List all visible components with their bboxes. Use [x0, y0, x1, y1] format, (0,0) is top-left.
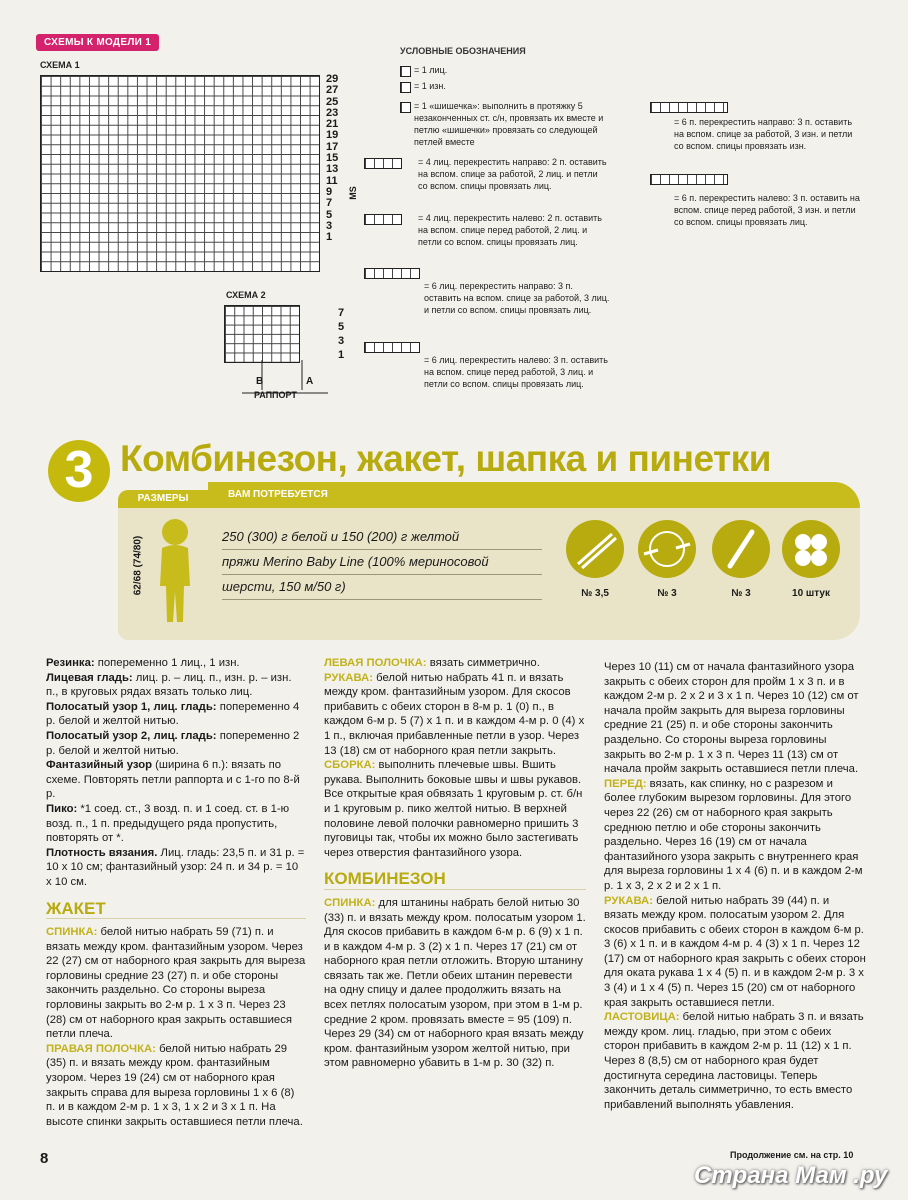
legend-item: = 1 лиц.: [414, 65, 448, 75]
row-number: 25: [326, 95, 339, 108]
scheme2-grid: [224, 305, 300, 363]
watermark: Страна Мам .ру: [694, 1162, 888, 1189]
scheme2-label: СХЕМА 2: [226, 290, 266, 300]
legend-item: = 1 изн.: [414, 81, 446, 91]
row-number: 13: [326, 163, 339, 176]
row-number: 15: [326, 152, 339, 165]
row-number: 21: [326, 118, 339, 131]
scheme2-a-label: A: [306, 376, 314, 387]
legend-item: = 6 п. перекрестить направо: 3 п. оставить на вспом. спице за работой, 3 изн. и петли со вспом. спицы провязать изн.: [674, 117, 853, 151]
section-heading: КОМБИНЕЗОН: [324, 872, 586, 890]
row-number: 23: [326, 106, 339, 119]
row-number: 19: [326, 129, 339, 142]
cable-right-6-purl-icon: [650, 102, 728, 113]
yarn-line: 250 (300) г белой и 150 (200) г желтой: [222, 525, 542, 550]
sizes-value: 62/68 (74/80): [132, 535, 144, 596]
section-pill: СХЕМЫ К МОДЕЛИ 1: [36, 34, 159, 51]
crochet-hook-icon: [712, 520, 770, 578]
row-number: 7: [338, 307, 345, 319]
legend-item: = 4 лиц. перекрестить направо: 2 п. оставить на вспом. спице за работой, 2 лиц. и петли со вспом. спицы провязать лиц.: [418, 157, 607, 191]
row-number: 1: [338, 349, 345, 361]
purl-symbol-icon: [400, 82, 411, 93]
row-number: 3: [338, 335, 345, 347]
sizes-tab: РАЗМЕРЫ: [118, 490, 208, 508]
row-number: 1: [326, 231, 333, 244]
legend-title: УСЛОВНЫЕ ОБОЗНАЧЕНИЯ: [400, 46, 526, 56]
tool-label: № 3: [731, 588, 751, 599]
legend-item: = 1 «шишечка»: выполнить в протяжку 5 незаконченных ст. с/н, провязать их вместе и петлю «шишечки» провязать со следующей петлей вместе: [414, 101, 604, 147]
row-number: 3: [326, 219, 333, 232]
row-number: 5: [326, 208, 333, 221]
yarn-line: шерсти, 150 м/50 г): [222, 575, 542, 600]
legend-item: = 4 лиц. перекрестить налево: 2 п. оставить на вспом. спице перед работой, 2 лиц. и петли со вспом. спицы провязать лиц.: [418, 213, 602, 247]
scheme1-row-numbers: [326, 74, 338, 243]
rapport-label: РАППОРТ: [254, 390, 297, 400]
tool-label: № 3: [657, 588, 677, 599]
text-column-1: Резинка: попеременно 1 лиц., 1 изн. Лицевая гладь: лиц. р. – лиц. п., изн. р. – изн. п., в круговых рядах вязать только лиц. Полосатый узор 1, лиц. гладь: попеременно 4 р. белой и желтой нитью. Полосатый узор 2, лиц. гладь: попеременно 2 р. белой и желтой нитью. Фантазийный узор (ширина 6 п.): вязать по схеме. Повторять петли раппорта и с 1-го по 8-й р. Пико: *1 соед. ст., 3 возд. п. и 1 соед. ст. в 1-ю возд. п., 1 п. предыдущего ряда пропустить, повторять от *. Плотность вязания. Лиц. гладь: 23,5 п. и 31 р. = 10 х 10 см; фантазийный узор: 24 п. и 34 р. = 10 х 10 см. ЖАКЕТ СПИНКА: белой нитью набрать 59 (71) п. и вязать между кром. фантазийным узором. Через 22 (27) см от наборного края закрыть для выреза горловины средние 23 (27) п. и обе стороны закончить раздельно. Со стороны выреза горловины закрыть во 2-м р. 1 х 3 п. Через 23 (28) см от наборного края закрыть оставшиеся петли плеча. ПРАВАЯ ПОЛОЧКА: белой нитью набрать 29 (35) п. и вязать между кром. фантазийным узором. Через 19 (24) см от наборного края закрыть справа для выреза горловины 1 х 6 (8) п. и в каждом 2-м р. 1 х 3, 1 х 2 и 3 х 1 п. На высоте спинки закрыть оставшиеся петли плеча.: [46, 657, 306, 1128]
bobble-symbol-icon: [400, 102, 411, 113]
baby-silhouette-icon: [150, 516, 200, 626]
model-number-badge: 3: [48, 440, 110, 502]
continued-note: Продолжение см. на стр. 10: [730, 1150, 854, 1160]
tool-label: № 3,5: [581, 588, 609, 599]
scheme1-grid: [40, 75, 320, 272]
text-column-3: Через 10 (11) см от начала фантазийного узора закрыть с обеих сторон для пройм 1 х 3 п. и в каждом 2-м р. 2 х 2 и 3 х 1 п. Через 10 (12) см от начала пройм закрыть для выреза горловины средние 21 (25) п. и обе стороны закончить раздельно. Со стороны выреза горловины закрыть во 2-м р. 1 х 3 п. Через 11 (13) см от начала пройм закрыть оставшиеся петли плеча. ПЕРЕД: вязать, как спинку, но с разрезом и более глубоким вырезом горловины. Для этого через 22 (26) см от наборного края закрыть среднюю петлю и обе стороны закончить раздельно. Через 16 (19) см от начала фантазийного узора закрыть с внутреннего края для выреза горловины 1 х 4 (6) п. и в каждом 2-м р. 1 х 3, 2 х 2 и 2 х 1 п. РУКАВА: белой нитью набрать 39 (44) п. и вязать между кром. полосатым узором 2. Для скосов прибавить с обеих сторон в каждом 6-м р. 3 (6) х 1 п. и в каждом 4-м р. 4 (3) х 1 п. Через 12 (17) см от наборного края закрыть с обеих сторон для оката рукава 1 х 4 (5) п. и в каждом 2-м р. 3 х 3 (4) и 1 х 4 (5) п. Через 15 (20) см от наборного края закрыть оставшиеся петли. ЛАСТОВИЦА: белой нитью набрать 3 п. и вязать между кром. лиц. гладью, при этом с обеих сторон прибавить в каждом 2-м р. 11 (12) х 1 п. Через 8 (8,5) см от наборного края будет достигнута середина ластовицы. Теперь закончить деталь симметрично, то есть вместо прибавлений выполнять убавления.: [604, 661, 866, 1111]
scheme2-b-label: B: [256, 376, 264, 387]
cable-left-4-icon: [364, 214, 402, 225]
model-title: Комбинезон, жакет, шапка и пинетки: [120, 438, 771, 479]
row-number: 7: [326, 197, 333, 210]
page-number: 8: [40, 1150, 49, 1167]
scheme1-ms-label: MS: [347, 186, 358, 200]
legend-item: = 6 лиц. перекрестить налево: 3 п. оставить на вспом. спице перед работой, 3 лиц. и петли со вспом. спицы провязать лиц.: [424, 355, 608, 389]
row-number: 9: [326, 185, 333, 198]
yarn-line: пряжи Merino Baby Line (100% мериносовой: [222, 550, 542, 575]
row-number: 17: [326, 140, 339, 153]
cable-left-6-icon: [364, 342, 420, 353]
scheme1-label: СХЕМА 1: [40, 60, 80, 70]
row-number: 11: [326, 174, 338, 187]
circular-needle-icon: [638, 520, 696, 578]
cable-right-6-icon: [364, 268, 420, 279]
yarn-description: [222, 525, 542, 600]
text-column-2: ЛЕВАЯ ПОЛОЧКА: вязать симметрично. РУКАВА: белой нитью набрать 41 п. и вязать между кром. фантазийным узором. Для скосов прибавить с обеих сторон в 8-м р. 1 (0) п., в каждом 6-м р. 5 (7) х 1 п. и в каждом 4-м р. 0 (4) х 1 п., включая прибавленные петли в узор. Через 13 (18) см от наборного края петли закрыть. СБОРКА: выполнить плечевые швы. Вшить рукава. Выполнить боковые швы и швы рукавов. Все открытые края обвязать 1 круговым р. ст. б/н и 1 круговым р. пико желтой нитью. В верхней половине левой полочки равномерно пришить 3 пуговицы так, чтобы их можно было застегивать через отверстия фантазийного узора. КОМБИНЕЗОН СПИНКА: для штанины набрать белой нитью 30 (33) п. и вязать между кром. полосатым узором 1. Для скосов прибавить в каждом 6-м р. 6 (9) х 1 п. и в каждом 4-м р. 3 (2) х 1 п. Через 17 (21) см от наборного края петли отложить. Вторую штанину связать так же. Петли обеих штанин перевести на одну спицу и далее продолжить вязать на всех петлях полосатым узором, при этом в 1-м р. средние 2 кром. провязать вместе = 95 (109) п. Через 29 (34) см от наборного края вязать между кром. фантазийным узором желтой нитью, при этом равномерно убавить в 1-м р. 30 (32) п.: [324, 657, 586, 1070]
knitting-needles-icon: [566, 520, 624, 578]
row-number: 27: [326, 84, 339, 97]
row-number: 29: [326, 73, 339, 85]
legend-item: = 6 п. перекрестить налево: 3 п. оставить на вспом. спице перед работой, 3 изн. и петли со вспом. спицы провязать лиц.: [674, 193, 860, 227]
tool-label: 10 штук: [792, 588, 830, 599]
section-heading: ЖАКЕТ: [46, 902, 306, 920]
buttons-icon: [782, 520, 840, 578]
cable-left-6-purl-icon: [650, 174, 728, 185]
legend-item: = 6 лиц. перекрестить направо: 3 п. оставить на вспом. спице за работой, 3 лиц. и петли со вспом. спицы провязать лиц.: [424, 281, 610, 315]
cable-right-4-icon: [364, 158, 402, 169]
knit-symbol-icon: [400, 66, 411, 77]
scheme2-row-numbers: [338, 306, 344, 362]
materials-tab: ВАМ ПОТРЕБУЕТСЯ: [208, 482, 860, 508]
row-number: 5: [338, 321, 345, 333]
